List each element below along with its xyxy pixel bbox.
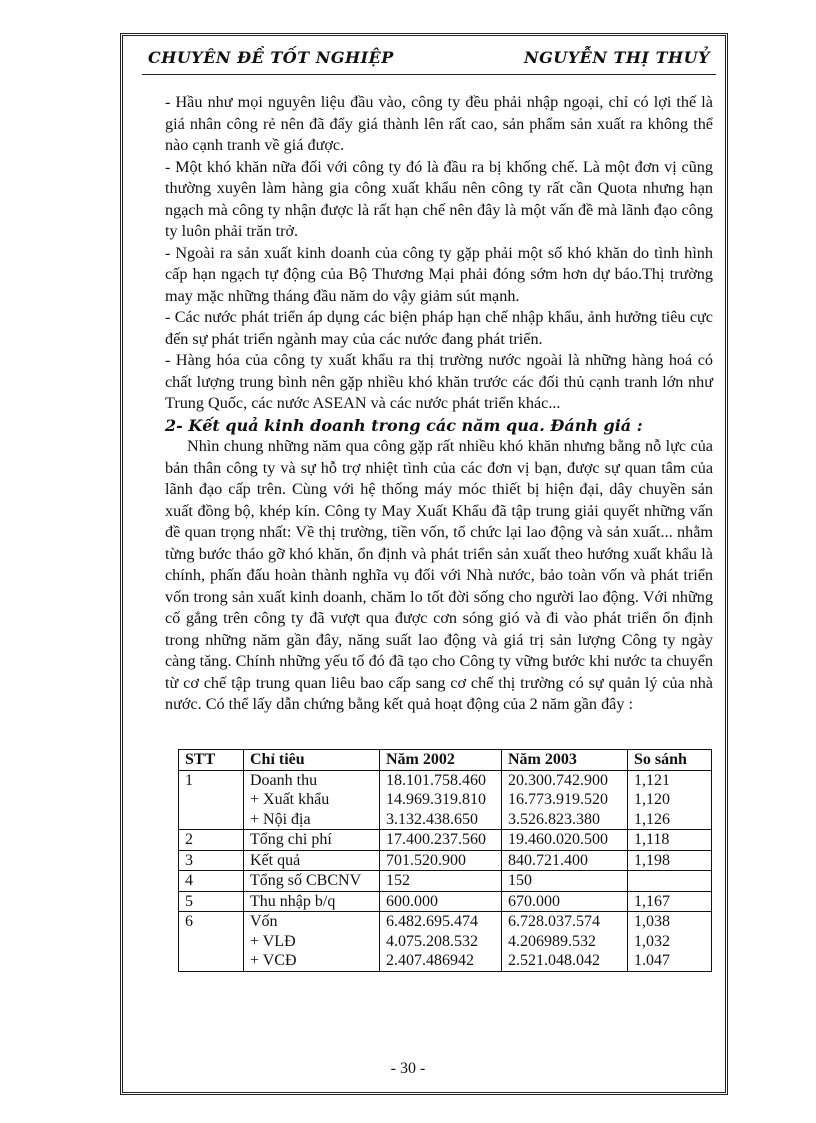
cell-line: 3.526.823.380 (508, 810, 600, 828)
cell-line: 2.407.486942 (386, 952, 474, 969)
table-row (179, 871, 712, 892)
cell-line: 6.482.695.474 (386, 913, 478, 930)
header-stt: STT (179, 750, 244, 771)
cell-line: Kết quả (250, 851, 301, 869)
cell-line: 1,120 (634, 791, 670, 808)
paragraph: - Một khó khăn nữa đối với công ty đó là đầu ra bị khống chế. Là một đơn vị cũng thường xuyên làm hàng gia công xuất khẩu nên công ty rất cần Quota nhưng hạn ngạch mà công ty nhận được là rất hạn chế nên đây là một vấn đề mà lãnh đạo công ty luôn phải trăn trở. (165, 157, 713, 240)
cell-stt: 6 (179, 912, 244, 972)
page-content (165, 92, 713, 716)
cell-line: 2.521.048.042 (508, 952, 600, 969)
cell-line: Tổng số CBCNV (250, 872, 362, 889)
cell-line: Tổng chi phí (250, 831, 332, 848)
cell-line: + VCĐ (250, 952, 297, 969)
cell-2003 (502, 912, 628, 972)
table-row (179, 850, 712, 871)
cell-line: 1,126 (634, 810, 670, 828)
cell-2003 (502, 850, 628, 871)
table-row (179, 830, 712, 851)
cell-line: 150 (508, 872, 532, 889)
cell-stt: 3 (179, 850, 244, 871)
table-body (179, 770, 712, 971)
cell-line: 1,167 (634, 892, 670, 910)
cell-2003 (502, 770, 628, 830)
cell-line: Thu nhập b/q (250, 892, 336, 910)
cell-line: 1,198 (634, 851, 670, 869)
cell-stt: 4 (179, 871, 244, 892)
cell-line: + VLĐ (250, 932, 296, 950)
results-table (178, 749, 712, 972)
cell-line: 840.721.400 (508, 851, 588, 869)
cell-indicator (244, 912, 380, 972)
cell-2002 (380, 912, 502, 972)
cell-line: 1,038 (634, 913, 670, 930)
cell-2003 (502, 830, 628, 851)
cell-line: Doanh thu (250, 771, 318, 789)
cell-comparison (628, 912, 712, 972)
cell-line: 3.132.438.650 (386, 810, 478, 828)
header-right-author: NGUYỄN THỊ THUỶ (523, 48, 710, 67)
cell-line: 16.773.919.520 (508, 791, 608, 808)
cell-line: Vốn (250, 913, 278, 930)
cell-line: 670.000 (508, 892, 560, 910)
cell-line: 152 (386, 872, 410, 889)
cell-line: 1,121 (634, 771, 670, 789)
cell-2002 (380, 891, 502, 912)
paragraph: - Các nước phát triển áp dụng các biện pháp hạn chế nhập khẩu, ảnh hưởng tiêu cực đến sự phát triển ngành may của các nước đang phát triển. (165, 308, 713, 348)
cell-2003 (502, 871, 628, 892)
cell-line: 701.520.900 (386, 851, 466, 869)
cell-line: 6.728.037.574 (508, 913, 600, 930)
cell-comparison (628, 850, 712, 871)
cell-line: 14.969.319.810 (386, 791, 486, 808)
cell-stt: 2 (179, 830, 244, 851)
cell-line: + Xuất khẩu (250, 791, 330, 808)
page-number: - 30 - (390, 1060, 426, 1077)
cell-comparison (628, 891, 712, 912)
cell-indicator (244, 850, 380, 871)
header-divider (142, 74, 716, 75)
cell-line: 18.101.758.460 (386, 771, 486, 789)
cell-2003 (502, 891, 628, 912)
table-row (179, 770, 712, 830)
body-paragraph: Nhìn chung những năm qua công gặp rất nhiều khó khăn nhưng bằng nỗ lực của bản thân công ty và sự hỗ trợ nhiệt tình của các đơn vị bạn, được sự quan tâm của lãnh đạo cấp trên. Cùng với hệ thống máy móc thiết bị hiện đại, dây chuyền sản xuất đồng bộ, khép kín. Công ty May Xuất Khẩu đã tập trung giải quyết những vấn đề quan trọng nhất: Về thị trường, tiền vốn, tổ chức lại lao động và sản xuất... nhằm từng bước tháo gỡ khó khăn, ổn định và phát triển sản xuất theo hướng xuất khẩu là chính, phấn đấu hoàn thành nghĩa vụ đối với Nhà nước, bảo toàn vốn và phát triển vốn trong sản xuất kinh doanh, chăm lo tốt đời sống cho người lao động. Với những cố gắng trên công ty đã vượt qua được cơn sóng gió và đi vào phát triển ổn định trong những năm gần đây, năng suất lao động và giá trị sản lượng Công ty ngày càng tăng. Chính những yếu tố đó đã tạo cho Công ty vững bước khi nước ta chuyển từ cơ chế tập trung quan liêu bao cấp sang cơ chế thị trường có sự quản lý của nhà nước. Có thể lấy dẫn chứng bằng kết quả hoạt động của 2 năm gần đây : (165, 437, 713, 713)
cell-line: 20.300.742.900 (508, 771, 608, 789)
header-year-2003: Năm 2003 (502, 750, 628, 771)
paragraph: - Hàng hóa của công ty xuất khẩu ra thị trường nước ngoài là những hàng hoá có chất lượng trung bình nên gặp nhiều khó khăn trước các đối thủ cạnh tranh lớn như Trung Quốc, các nước ASEAN và các nước phát triển khác... (165, 351, 713, 412)
header-indicator: Chỉ tiêu (244, 750, 380, 771)
cell-line: 1.047 (634, 952, 670, 969)
header-year-2002: Năm 2002 (380, 750, 502, 771)
paragraph: - Hầu như mọi nguyên liệu đầu vào, công ty đều phải nhập ngoại, chỉ có lợi thế là giá nhân công rẻ nên đã đẩy giá thành lên rất cao, sản phẩm sản xuất ra không thể nào cạnh tranh về giá được. (165, 93, 713, 154)
header-left-title: CHUYÊN ĐỀ TỐT NGHIỆP (148, 48, 394, 67)
paragraph: - Ngoài ra sản xuất kinh doanh của công ty gặp phải một số khó khăn do tình hình cấp hạn ngạch tự động của Bộ Thương Mại phải đóng sớm hơn dự báo.Thị trường may mặc những tháng đầu năm do vậy giảm sút mạnh. (165, 243, 713, 305)
cell-stt: 1 (179, 770, 244, 830)
cell-2002 (380, 850, 502, 871)
cell-2002 (380, 830, 502, 851)
cell-comparison (628, 871, 712, 892)
cell-indicator (244, 891, 380, 912)
cell-line (634, 871, 705, 891)
table-row (179, 912, 712, 972)
cell-line: 19.460.020.500 (508, 831, 608, 848)
cell-indicator (244, 871, 380, 892)
cell-line: + Nội địa (250, 810, 311, 828)
section-heading: 2- Kết quả kinh doanh trong các năm qua. Đánh giá : (165, 415, 643, 435)
cell-line: 600.000 (386, 892, 438, 910)
cell-comparison (628, 770, 712, 830)
page-header (142, 42, 716, 72)
table-header-row (179, 750, 712, 771)
cell-indicator (244, 830, 380, 851)
cell-line: 1,032 (634, 932, 670, 950)
cell-line: 17.400.237.560 (386, 831, 486, 848)
cell-line: 4.075.208.532 (386, 932, 478, 950)
cell-comparison (628, 830, 712, 851)
cell-indicator (244, 770, 380, 830)
cell-2002 (380, 770, 502, 830)
header-comparison: So sánh (628, 750, 712, 771)
table-row (179, 891, 712, 912)
cell-stt: 5 (179, 891, 244, 912)
cell-line: 4.206989.532 (508, 932, 596, 950)
cell-2002 (380, 871, 502, 892)
cell-line: 1,118 (634, 831, 670, 848)
